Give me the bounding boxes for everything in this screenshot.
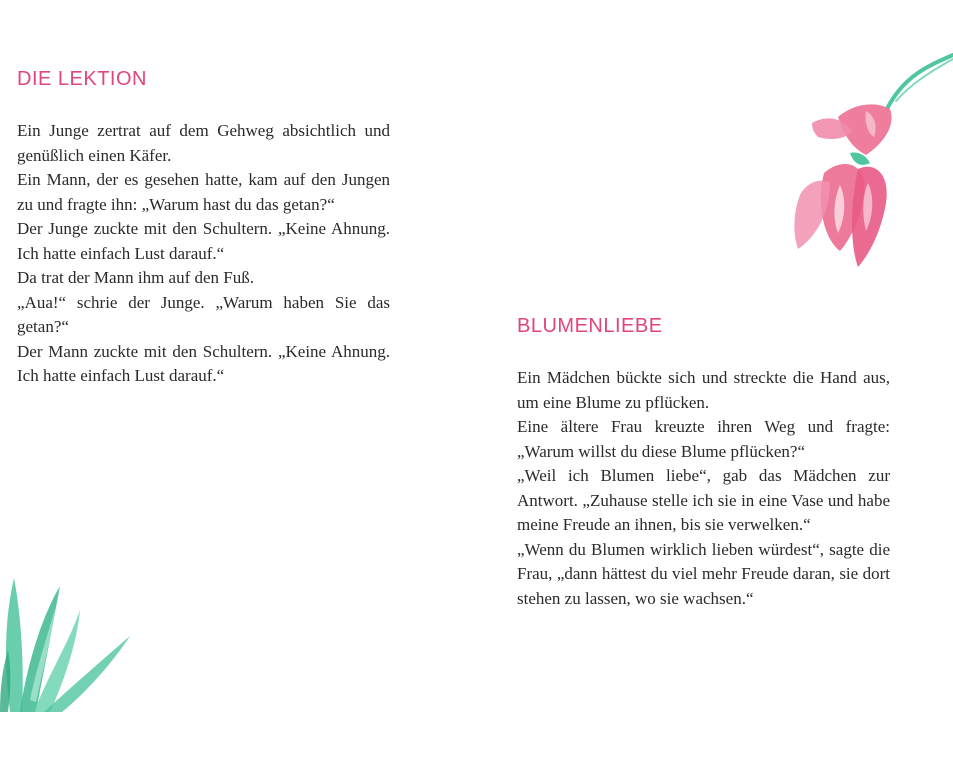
story-paragraph: „Weil ich Blumen liebe“, gab das Mädchen zur Antwort. „Zuhause stelle ich sie in eine Vase und habe meine Freude an ihnen, bis sie verwelken.“	[517, 466, 890, 534]
grass-leaves-watercolor-illustration	[0, 570, 135, 712]
story-paragraph: Der Mann zuckte mit den Schultern. „Keine Ahnung. Ich hatte einfach Lust darauf.“	[17, 341, 390, 385]
story-paragraph: Ein Mädchen bückte sich und streckte die Hand aus, um eine Blume zu pflücken.	[517, 368, 890, 412]
story-paragraph: Da trat der Mann ihm auf den Fuß.	[17, 268, 254, 287]
story-paragraph: Der Junge zuckte mit den Schultern. „Keine Ahnung. Ich hatte einfach Lust darauf.“	[17, 219, 390, 263]
tulip-watercolor-illustration	[780, 45, 953, 270]
tulip-stem-fine	[896, 59, 953, 101]
story-paragraph: Ein Mann, der es gesehen hatte, kam auf den Jungen zu und fragte ihn: „Warum hast du das getan?“	[17, 170, 390, 214]
story-paragraph: Ein Junge zertrat auf dem Gehweg absichtlich und genüßlich einen Käfer.	[17, 121, 390, 165]
story-body-die-lektion	[17, 119, 390, 389]
story-paragraph: Eine ältere Frau kreuzte ihren Weg und fragte: „Warum willst du diese Blume pflücken?“	[517, 417, 890, 461]
story-paragraph: „Aua!“ schrie der Junge. „Warum haben Sie das getan?“	[17, 292, 390, 336]
story-title-die-lektion: DIE LEKTION	[17, 68, 147, 90]
story-paragraph: „Wenn du Blumen wirklich lieben würdest“, sagte die Frau, „dann hättest du viel mehr Freude daran, sie dort stehen zu lassen, wo sie wachsen.“	[517, 539, 890, 608]
tulip-calyx	[850, 152, 870, 164]
story-title-blumenliebe: BLUMENLIEBE	[517, 315, 663, 337]
grass-blade	[0, 650, 10, 712]
story-body-blumenliebe	[517, 366, 890, 611]
